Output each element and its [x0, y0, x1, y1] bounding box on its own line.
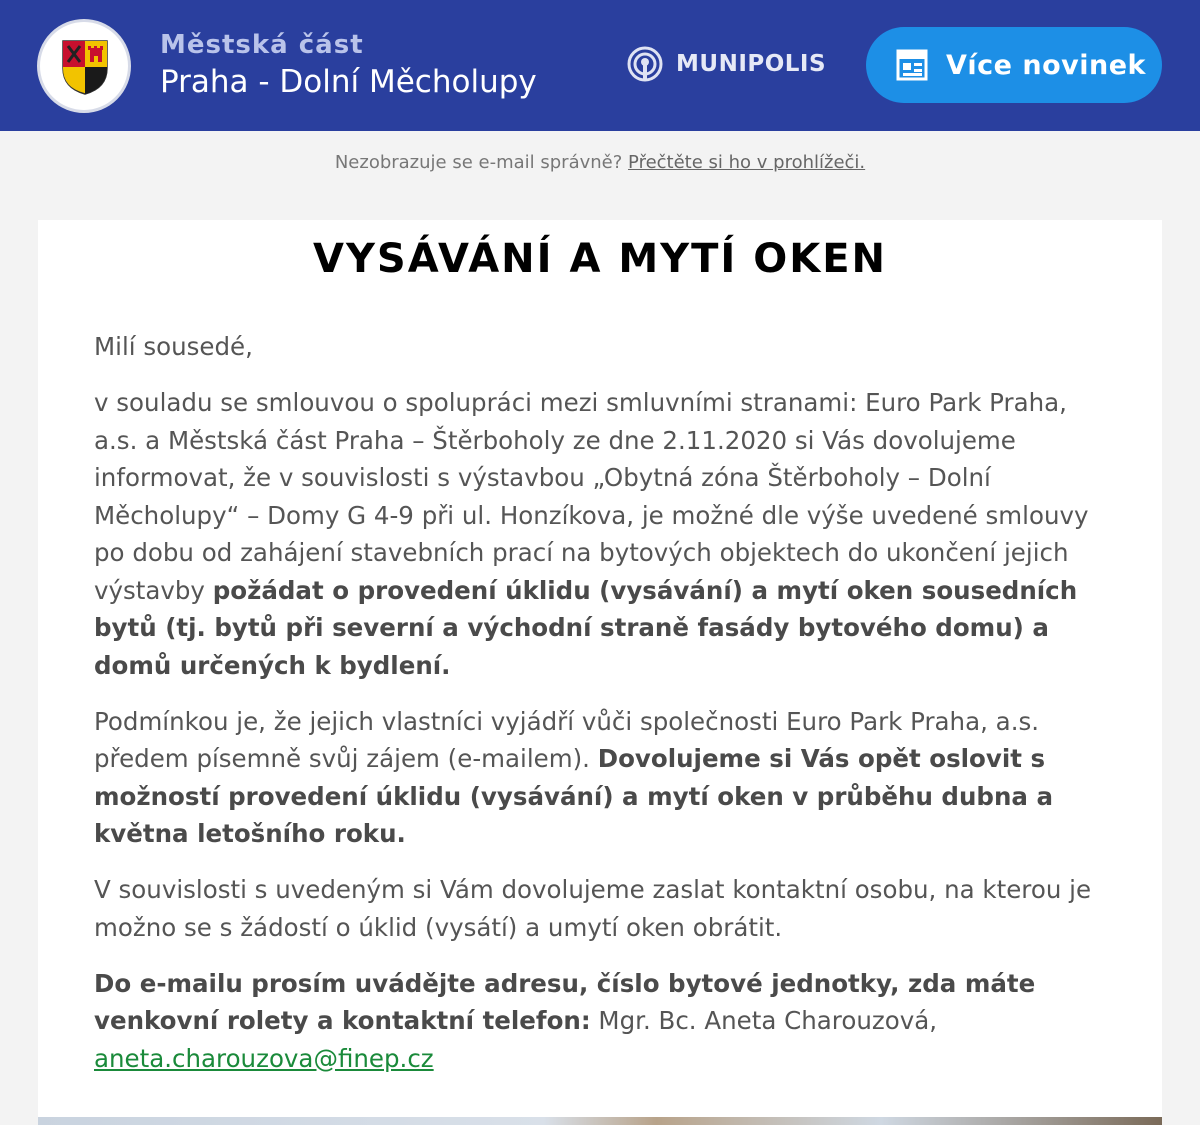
- contact-name: Mgr. Bc. Aneta Charouzová,: [590, 1006, 937, 1035]
- view-in-browser-link[interactable]: Přečtěte si ho v prohlížeči.: [628, 152, 866, 173]
- paragraph-2-bold: Dovolujeme si Vás opět oslovit s možností provedení úklidu (vysávání) a mytí oken v průběhu dubna a května letošního roku.: [94, 744, 1053, 848]
- notice-text: Nezobrazuje se e-mail správně?: [334, 152, 623, 173]
- article-body: [94, 328, 1114, 1096]
- header: [0, 0, 1200, 131]
- munipolis-label: MUNIPOLIS: [676, 51, 827, 77]
- newspaper-icon: [896, 49, 928, 81]
- contact-email-link[interactable]: aneta.charouzova@finep.cz: [94, 1043, 434, 1073]
- article-title: VYSÁVÁNÍ A MYTÍ OKEN: [312, 236, 887, 282]
- paragraph-2-text: Podmínkou je, že jejich vlastníci vyjádří vůči společnosti Euro Park Praha, a.s. předem písemně svůj zájem (e-mailem).: [94, 706, 1040, 773]
- coat-of-arms-logo[interactable]: [37, 19, 131, 113]
- article-card: [38, 220, 1162, 1117]
- paragraph-2: [94, 703, 1114, 853]
- municipality-type: Městská část: [160, 30, 364, 60]
- paragraph-1: [94, 384, 1114, 684]
- more-news-label: Více novinek: [946, 49, 1146, 81]
- paragraph-1-bold: požádat o provedení úklidu (vysávání) a mytí oken sousedních bytů (tj. bytů při severní a východní straně fasády bytového domu) a domů určených k bydlení.: [94, 575, 1078, 680]
- paragraph-1-text: v souladu se smlouvou o spolupráci mezi smluvními stranami: Euro Park Praha, a.s. a Městská část Praha – Štěrboholy ze dne 2.11.2020 si Vás dovolujeme informovat, že v souvislosti s výstavbou „Obytná zóna Štěrboholy – Dolní Měcholupy“ – Domy G 4-9 při ul. Honzíkova, je možné dle výše uvedené smlouvy po dobu od zahájení stavebních prací na bytových objektech do ukončení jejich výstavby: [94, 388, 1089, 605]
- paragraph-4-bold: Do e-mailu prosím uvádějte adresu, číslo bytové jednotky, zda máte venkovní rolety a kontaktní telefon:: [94, 968, 1036, 1035]
- paragraph-3: V souvislosti s uvedeným si Vám dovolujeme zaslat kontaktní osobu, na kterou je možno se s žádostí o úklid (vysátí) a umytí oken obrátit.: [94, 875, 1092, 942]
- munipolis-broadcast-icon: [626, 45, 664, 83]
- more-news-button[interactable]: [866, 27, 1162, 103]
- munipolis-brand[interactable]: [626, 44, 826, 84]
- view-in-browser-notice: [0, 152, 1200, 173]
- image-strip: [38, 1117, 1162, 1125]
- paragraph-4: [94, 965, 1114, 1078]
- municipality-name: Praha - Dolní Měcholupy: [160, 64, 537, 100]
- greeting: Milí sousedé,: [94, 332, 253, 361]
